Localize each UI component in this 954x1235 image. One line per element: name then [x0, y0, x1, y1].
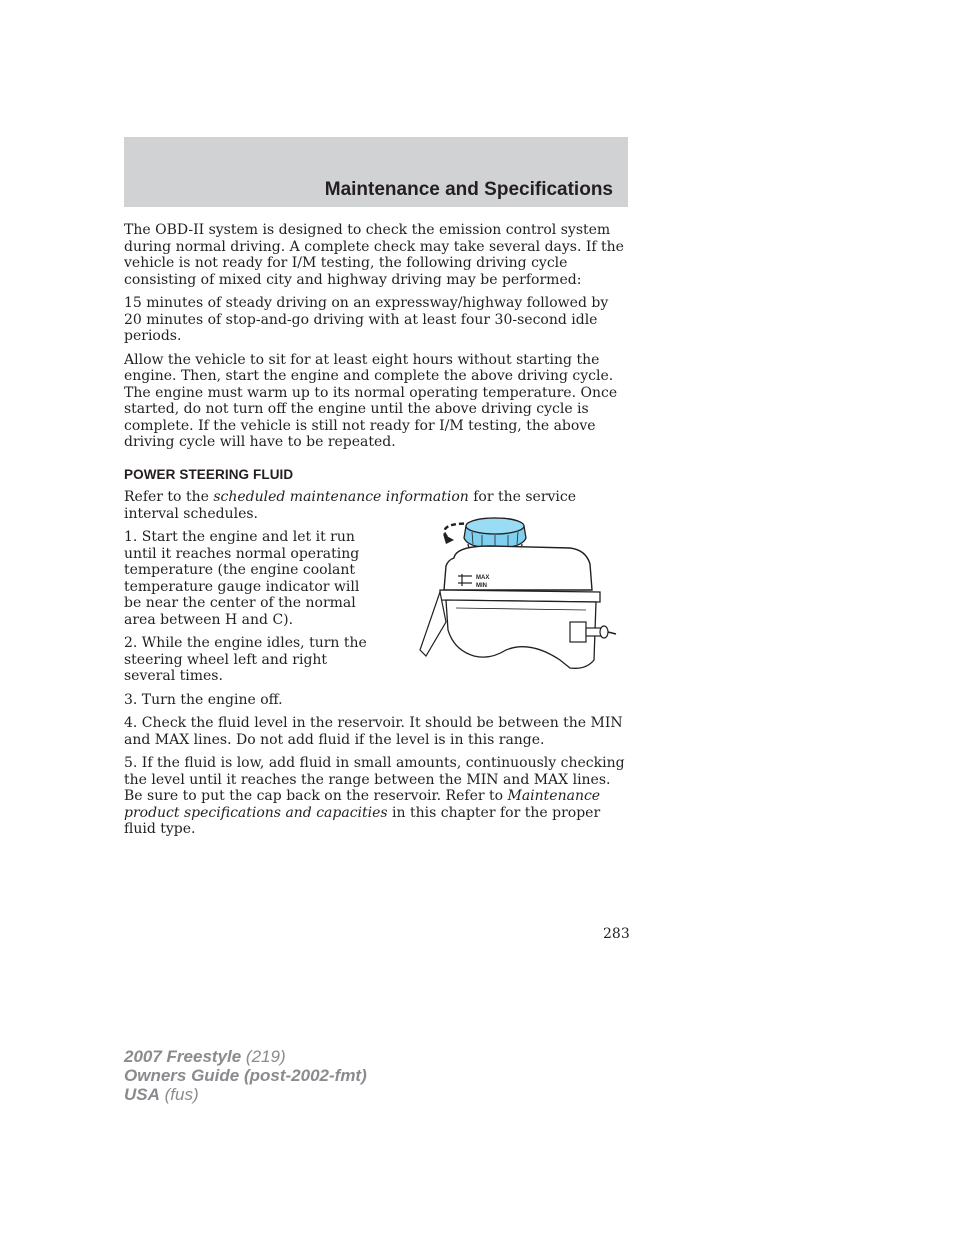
- reservoir-cap: [464, 518, 526, 548]
- step-5-italic-ref: Maintenance product specifications and capacities: [124, 788, 601, 821]
- paragraph-sit-overnight: Allow the vehicle to sit for at least eight hours without starting the engine. Then, start the engine and complete the above driving cycle. The engine must warm up to its normal operating temperature. Once started, do not turn off the engine until the above driving cycle is complete. If the vehicle is still not ready for I/M testing, the above driving cycle will have to be repeated.: [124, 351, 618, 450]
- step-2: 2. While the engine idles, turn the steering wheel left and right several times.: [124, 635, 367, 684]
- refer-text-start: Refer to the: [124, 489, 214, 505]
- document-footer: [124, 1047, 367, 1104]
- step-3: 3. Turn the engine off.: [124, 691, 283, 708]
- power-steering-reservoir-illustration: [410, 510, 620, 678]
- step-5-text-start: 5. If the fluid is low, add fluid in small amounts, continuously checking the level until it reaches the range between the MIN and MAX lines. Be sure to put the cap back on the reservoir. Refer to: [124, 755, 625, 804]
- footer-line-2: Owners Guide (post-2002-fmt): [124, 1066, 367, 1085]
- step-1: 1. Start the engine and let it run until it reaches normal operating temperature (the engine coolant temperature gauge indicator will be near the center of the normal area between H and C).: [124, 529, 360, 628]
- paragraph-drive-cycle: 15 minutes of steady driving on an expressway/highway followed by 20 minutes of stop-and-go driving with at least four 30-second idle periods.: [124, 295, 609, 344]
- section-title: Maintenance and Specifications: [324, 179, 613, 200]
- step-4: 4. Check the fluid level in the reservoir. It should be between the MIN and MAX lines. Do not add fluid if the level is in this range.: [124, 715, 623, 748]
- refer-text-end: for the service interval schedules.: [124, 489, 577, 522]
- power-steering-heading: POWER STEERING FLUID: [124, 466, 294, 482]
- section-header-band: [124, 137, 628, 207]
- max-label: MAX: [476, 575, 490, 581]
- page-number: 283: [603, 926, 630, 942]
- paragraph-obd: The OBD-II system is designed to check the emission control system during normal driving. A complete check may take several days. If the vehicle is not ready for I/M testing, the following driving cycle consisting of mixed city and highway driving may be performed:: [124, 222, 624, 288]
- footer-line-3: USA (fus): [124, 1085, 199, 1104]
- step-5-text-end: in this chapter for the proper fluid type.: [124, 804, 601, 837]
- arrow-head-icon: [443, 534, 454, 544]
- footer-line-1: 2007 Freestyle (219): [124, 1047, 286, 1066]
- step-5: [124, 755, 628, 838]
- refer-italic-link: scheduled maintenance information: [213, 489, 469, 505]
- min-label: MIN: [476, 583, 487, 589]
